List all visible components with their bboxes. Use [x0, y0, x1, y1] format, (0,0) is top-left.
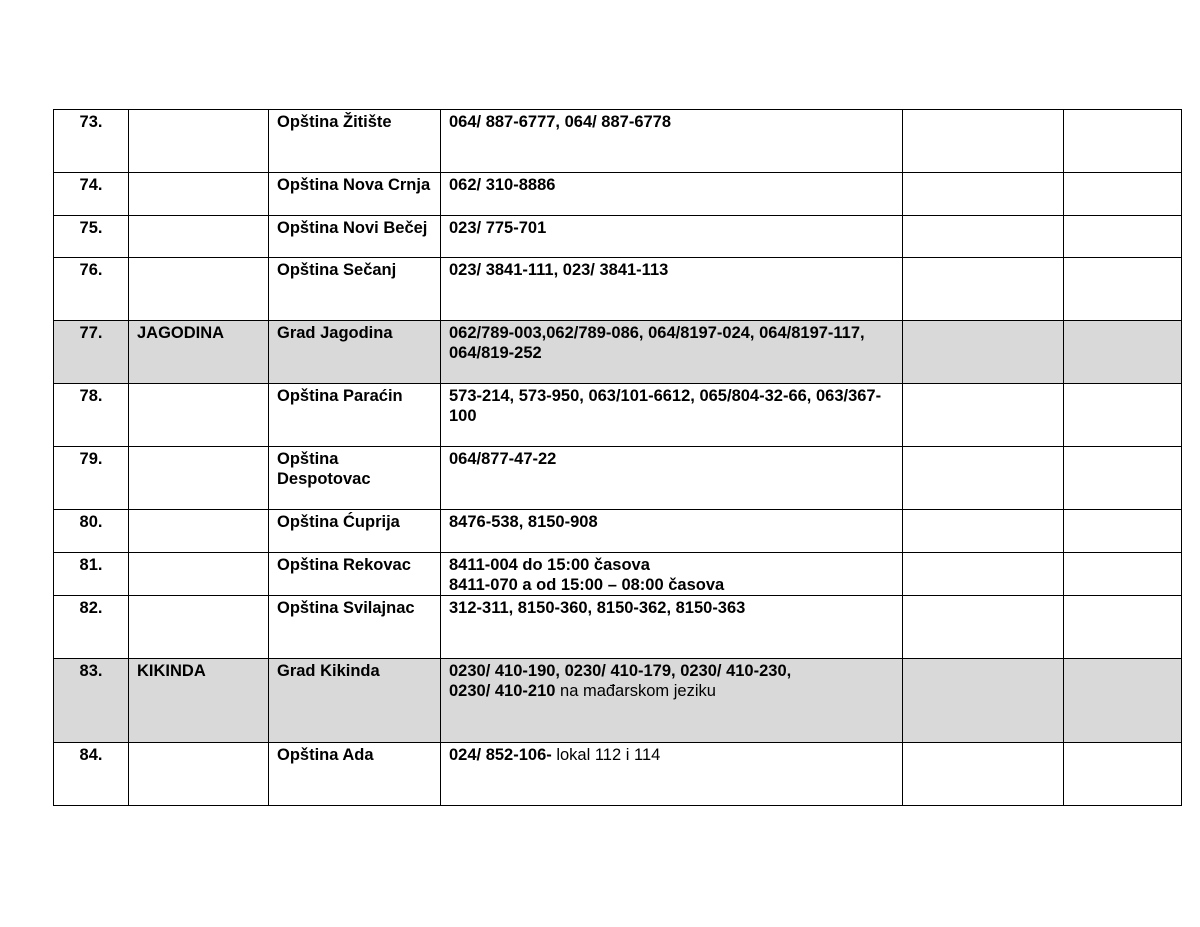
- row-number: [54, 258, 129, 321]
- empty-cell-1: [903, 384, 1064, 447]
- municipality-name-text: Opština Ćuprija: [277, 513, 400, 531]
- district-city: [129, 110, 269, 173]
- empty-cell-1: [903, 659, 1064, 743]
- district-city: [129, 321, 269, 384]
- row-number-text: 77.: [79, 324, 103, 342]
- row-number-text: 79.: [79, 450, 103, 468]
- empty-cell-1: [903, 447, 1064, 510]
- municipality-name-text: Grad Jagodina: [277, 324, 393, 342]
- table-row: [54, 321, 1182, 384]
- table-row: [54, 743, 1182, 806]
- row-number: [54, 596, 129, 659]
- empty-cell-1: [903, 173, 1064, 216]
- phone-numbers-text: 573-214, 573-950, 063/101-6612, 065/804-32-66, 063/367-100: [449, 387, 882, 425]
- empty-cell-2: [1064, 321, 1182, 384]
- municipality-name: [269, 321, 441, 384]
- phone-numbers: [441, 659, 903, 743]
- empty-cell-1: [903, 510, 1064, 553]
- municipality-name-text: Opština Rekovac: [277, 556, 411, 574]
- phone-numbers-text: 064/877-47-22: [449, 450, 557, 468]
- row-number-text: 78.: [79, 387, 103, 405]
- row-number-text: 76.: [79, 261, 103, 279]
- phone-numbers-text: 0230/ 410-190, 0230/ 410-179, 0230/ 410-230, 0230/ 410-210: [449, 662, 792, 700]
- empty-cell-1: [903, 110, 1064, 173]
- phone-numbers-text: 064/ 887-6777, 064/ 887-6778: [449, 113, 672, 131]
- district-city: [129, 447, 269, 510]
- empty-cell-1: [903, 216, 1064, 258]
- municipality-name: [269, 553, 441, 596]
- district-city: [129, 384, 269, 447]
- row-number: [54, 447, 129, 510]
- table-row: [54, 384, 1182, 447]
- phone-numbers: [441, 384, 903, 447]
- empty-cell-2: [1064, 173, 1182, 216]
- empty-cell-2: [1064, 384, 1182, 447]
- row-number: [54, 659, 129, 743]
- table-row: [54, 258, 1182, 321]
- phone-numbers-text: 023/ 775-701: [449, 219, 547, 237]
- table-row: [54, 216, 1182, 258]
- row-number-text: 75.: [79, 219, 103, 237]
- empty-cell-1: [903, 596, 1064, 659]
- municipality-name: [269, 596, 441, 659]
- empty-cell-1: [903, 321, 1064, 384]
- empty-cell-2: [1064, 216, 1182, 258]
- row-number: [54, 384, 129, 447]
- phone-numbers-text: 8476-538, 8150-908: [449, 513, 598, 531]
- row-number-text: 80.: [79, 513, 103, 531]
- table-row: [54, 510, 1182, 553]
- municipality-name-text: Opština Sečanj: [277, 261, 397, 279]
- municipality-name: [269, 510, 441, 553]
- row-number-text: 82.: [79, 599, 103, 617]
- table-row: [54, 659, 1182, 743]
- municipality-name-text: Opština Ada: [277, 746, 374, 764]
- row-number-text: 83.: [79, 662, 103, 680]
- empty-cell-2: [1064, 659, 1182, 743]
- district-city-text: JAGODINA: [137, 324, 225, 342]
- municipality-name: [269, 110, 441, 173]
- phone-note: lokal 112 i 114: [551, 746, 661, 764]
- row-number: [54, 321, 129, 384]
- district-city: [129, 173, 269, 216]
- phone-numbers-text: 062/ 310-8886: [449, 176, 556, 194]
- municipality-name-text: Grad Kikinda: [277, 662, 380, 680]
- municipality-name: [269, 659, 441, 743]
- district-city: [129, 216, 269, 258]
- empty-cell-2: [1064, 258, 1182, 321]
- phone-note: na mađarskom jeziku: [555, 682, 716, 700]
- district-city: [129, 743, 269, 806]
- row-number: [54, 173, 129, 216]
- phone-numbers: [441, 553, 903, 596]
- municipality-name: [269, 216, 441, 258]
- municipality-name-text: Opština Paraćin: [277, 387, 403, 405]
- municipality-name: [269, 743, 441, 806]
- table-body: [54, 110, 1182, 806]
- row-number: [54, 553, 129, 596]
- empty-cell-2: [1064, 596, 1182, 659]
- municipality-name: [269, 447, 441, 510]
- empty-cell-2: [1064, 743, 1182, 806]
- municipality-name-text: Opština Žitište: [277, 113, 392, 131]
- phone-numbers: [441, 110, 903, 173]
- empty-cell-1: [903, 743, 1064, 806]
- table-row: [54, 173, 1182, 216]
- phone-numbers-text: 023/ 3841-111, 023/ 3841-113: [449, 261, 669, 279]
- row-number-text: 73.: [79, 113, 103, 131]
- empty-cell-1: [903, 553, 1064, 596]
- contacts-table: [53, 109, 1182, 806]
- phone-numbers: [441, 321, 903, 384]
- phone-numbers: [441, 258, 903, 321]
- municipality-name: [269, 173, 441, 216]
- phone-numbers-text: 062/789-003,062/789-086, 064/8197-024, 064/8197-117, 064/819-252: [449, 324, 865, 362]
- table-row: [54, 110, 1182, 173]
- row-number: [54, 743, 129, 806]
- row-number-text: 74.: [79, 176, 103, 194]
- phone-numbers-text: 8411-004 do 15:00 časova 8411-070 a od 15:00 – 08:00 časova: [449, 556, 725, 594]
- phone-numbers: [441, 743, 903, 806]
- municipality-name-text: Opština Nova Crnja: [277, 176, 431, 194]
- municipality-name-text: Opština Novi Bečej: [277, 219, 428, 237]
- municipality-name-text: Opština Despotovac: [277, 450, 371, 488]
- empty-cell-2: [1064, 447, 1182, 510]
- row-number-text: 81.: [79, 556, 103, 574]
- phone-numbers: [441, 173, 903, 216]
- district-city-text: KIKINDA: [137, 662, 206, 680]
- empty-cell-2: [1064, 110, 1182, 173]
- phone-numbers: [441, 216, 903, 258]
- empty-cell-1: [903, 258, 1064, 321]
- district-city: [129, 659, 269, 743]
- municipality-name: [269, 384, 441, 447]
- district-city: [129, 596, 269, 659]
- table-row: [54, 447, 1182, 510]
- empty-cell-2: [1064, 553, 1182, 596]
- phone-numbers-text: 312-311, 8150-360, 8150-362, 8150-363: [449, 599, 746, 617]
- table-row: [54, 553, 1182, 596]
- row-number: [54, 216, 129, 258]
- phone-numbers: [441, 447, 903, 510]
- municipality-name-text: Opština Svilajnac: [277, 599, 415, 617]
- municipality-name: [269, 258, 441, 321]
- district-city: [129, 258, 269, 321]
- phone-numbers: [441, 596, 903, 659]
- row-number-text: 84.: [79, 746, 103, 764]
- phone-numbers-text: 024/ 852-106-: [449, 746, 552, 764]
- district-city: [129, 553, 269, 596]
- empty-cell-2: [1064, 510, 1182, 553]
- table-row: [54, 596, 1182, 659]
- row-number: [54, 110, 129, 173]
- district-city: [129, 510, 269, 553]
- row-number: [54, 510, 129, 553]
- phone-numbers: [441, 510, 903, 553]
